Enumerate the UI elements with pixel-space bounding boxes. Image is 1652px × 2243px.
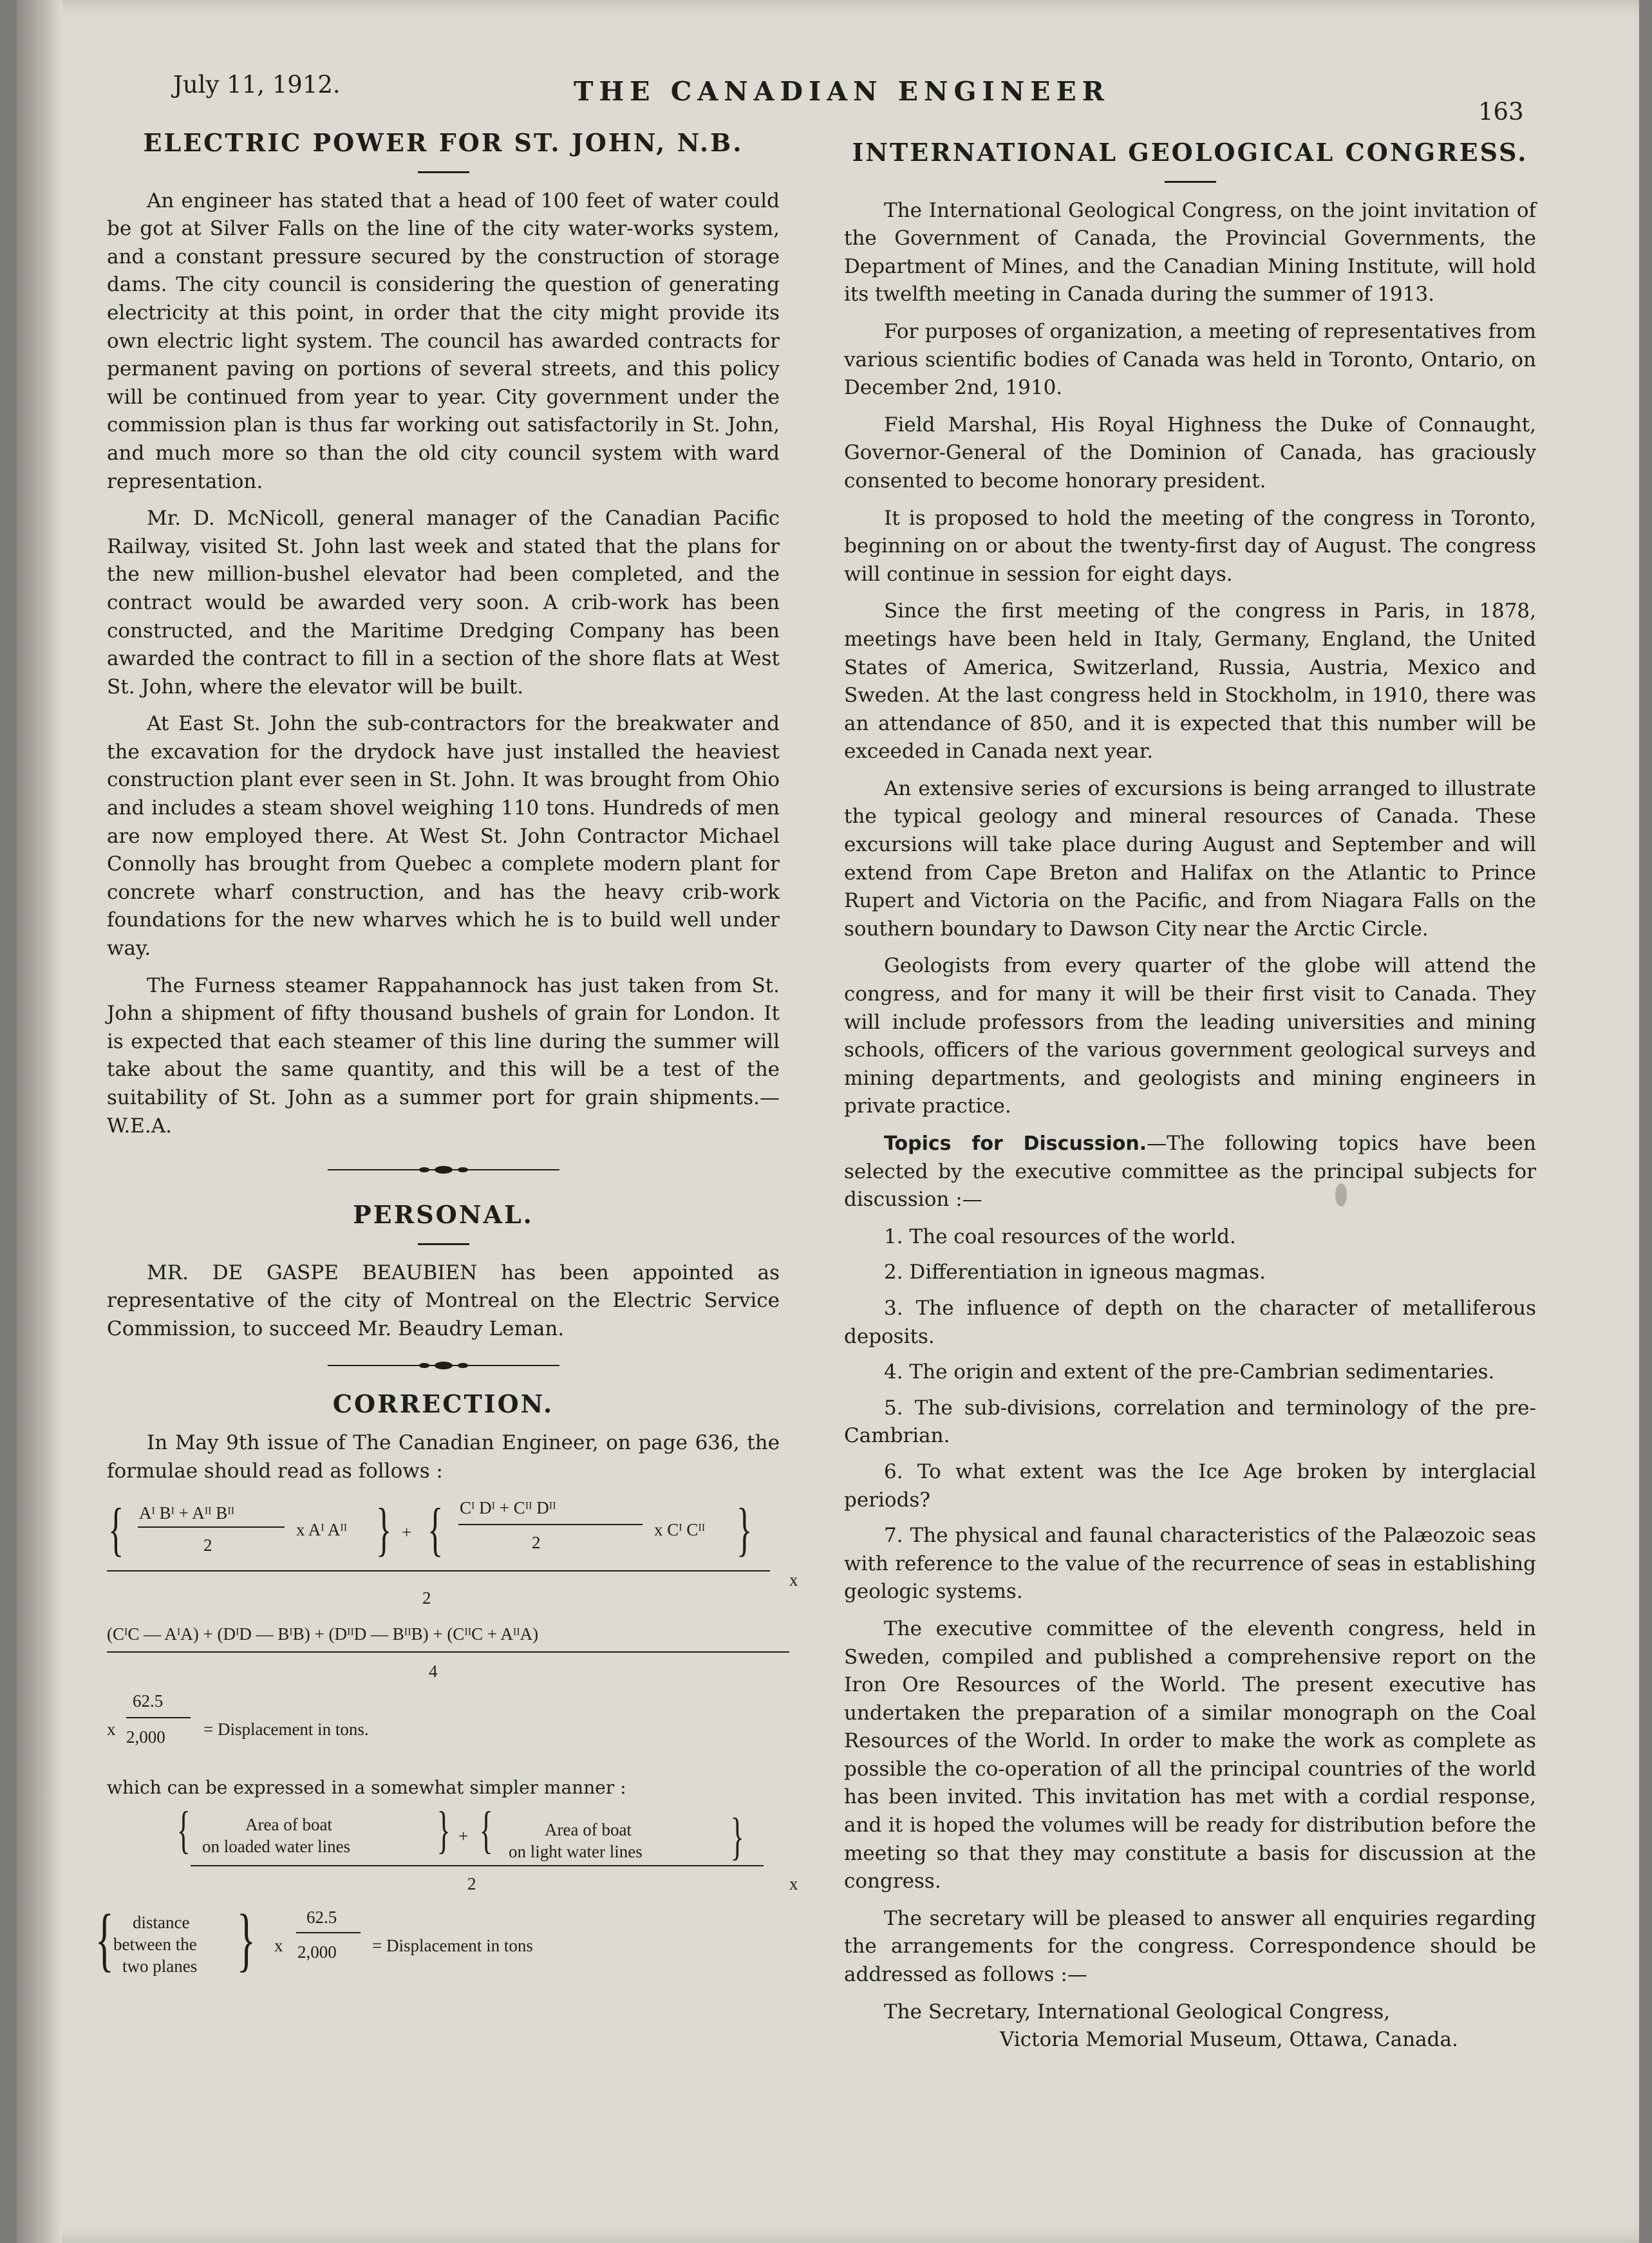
topic-item: 3. The influence of depth on the character of metalliferous deposits. xyxy=(844,1296,1536,1348)
topic-item: 4. The origin and extent of the pre-Cambrian sedimentaries. xyxy=(884,1360,1495,1384)
formula-term: on light water lines xyxy=(509,1841,643,1861)
plus-sign: + xyxy=(402,1523,412,1543)
plus-sign: + xyxy=(458,1826,469,1846)
address-line-1: The Secretary, International Geological Congress, xyxy=(884,2000,1391,2023)
paragraph: For purposes of organization, a meeting of representatives from various scientific bodies of Canada was held in Toronto, Ontario, on December 2nd, 1910. xyxy=(844,319,1536,400)
formula-numerator: 62.5 xyxy=(133,1691,164,1711)
right-brace: } xyxy=(236,1899,256,1978)
right-brace: } xyxy=(730,1808,744,1865)
title-rule xyxy=(418,171,469,173)
paragraph: In May 9th issue of The Canadian Engineer, on page 636, the formulae should read as follows : xyxy=(107,1431,780,1483)
left-column xyxy=(95,128,798,1987)
formula-term: x Aᴵ Aᴵᴵ xyxy=(296,1520,348,1540)
topics-intro: —The following topics have been selected by the executive committee as the principal subjects for discussion :— xyxy=(844,1132,1536,1212)
paragraph: An engineer has stated that a head of 100 feet of water could be got at Silver Falls on the line of the city water-works system, and a constant pressure secured by the construction of storage dams. The city council is considering the question of generating electricity at this point, in order that the city might provide its own electric light system. The council has awarded contracts for permanent paving on portions of several streets, and this policy will be continued from year to year. City government under the commission plan is thus far working out satisfactorily in St. John, and much more so than the old city council system with ward representation. xyxy=(107,189,780,493)
title-rule xyxy=(1165,181,1216,183)
fraction-line xyxy=(126,1717,191,1718)
paragraph: MR. DE GASPE BEAUBIEN has been appointed as representative of the city of Montreal on the Electric Service Commission, to succeed Mr. Beaudry Leman. xyxy=(107,1261,780,1340)
paragraph: The executive committee of the eleventh congress, held in Sweden, compiled and published a comprehensive report on the Iron Ore Resources of the World. The present executive has undertaken the preparation of a similar monograph on the Coal Resources of the World. In order to make the work as complete as possible the co-operation of all the principal countries of the world has been invited. This invitation has met with a cordial response, and it is hoped the volumes will be ready for distribution before the meeting so that they may constitute a basis for discussion at the congress. xyxy=(844,1617,1536,1893)
formula-denominator: 2 xyxy=(203,1535,212,1555)
topic-item: 1. The coal resources of the world. xyxy=(884,1225,1236,1248)
multiply-sign: x xyxy=(274,1935,283,1955)
topics-heading: Topics for Discussion. xyxy=(884,1132,1147,1155)
page-header xyxy=(155,71,1524,126)
paragraph: At East St. John the sub-contractors for the breakwater and the excavation for the drydock have just installed the heaviest construction plant ever seen in St. John. It was brought from Ohio and includes a steam shovel weighing 110 tons. Hundreds of men are now employed there. At West St. John Contractor Michael Connolly has brought from Quebec a complete modern plant for concrete wharf construction, and has the heavy crib-work foundations for the new wharves which he is to build well under way. xyxy=(107,712,780,961)
paragraph: Geologists from every quarter of the globe will attend the congress, and for many it will be their first visit to Canada. They will include professors from the leading universities and mining schools, officers of the various government geological surveys and mining departments, and geologists and mining engineers in private practice. xyxy=(844,954,1536,1118)
article-title-electric-power: ELECTRIC POWER FOR ST. JOHN, N.B. xyxy=(143,128,744,157)
formula-denominator: 2 xyxy=(422,1588,431,1608)
displacement-result: = Displacement in tons xyxy=(372,1935,533,1955)
paragraph: The Furness steamer Rappahannock has just taken from St. John a shipment of fifty thousand bushels of grain for London. It is expected that each steamer of this line during the summer will take about the same quantity, and this will be a test of the suitability of St. John as a summer port for grain shipments.—W.E.A. xyxy=(107,973,780,1138)
topic-item: 2. Differentiation in igneous magmas. xyxy=(884,1261,1266,1284)
paragraph: It is proposed to hold the meeting of the congress in Toronto, beginning on or about the twenty-first day of August. The congress will continue in session for eight days. xyxy=(844,506,1536,586)
binding-gutter xyxy=(17,0,62,2243)
formula-term: Cᴵ Dᴵ + Cᴵᴵ Dᴵᴵ xyxy=(460,1498,556,1518)
formula-numerator: (CᴵC — AᴵA) + (DᴵD — BᴵB) + (DᴵᴵD — BᴵᴵB) + (CᴵᴵC + AᴵᴵA) xyxy=(107,1624,539,1644)
title-rule xyxy=(418,1243,469,1245)
section-ornament xyxy=(328,1360,559,1371)
left-brace: { xyxy=(95,1899,114,1978)
fraction-line xyxy=(107,1651,789,1653)
address-line-2: Victoria Memorial Museum, Ottawa, Canada. xyxy=(1000,2028,1458,2052)
fraction-line xyxy=(191,1865,764,1866)
paragraph: The International Geological Congress, on the joint invitation of the Government of Canada, the Provincial Governments, the Department of Mines, and the Canadian Mining Institute, will hold its twelfth meeting in Canada during the summer of 1913. xyxy=(844,198,1536,306)
fraction-line xyxy=(107,1570,770,1572)
formula-denominator: 2 xyxy=(467,1873,476,1893)
formula-simple-2 xyxy=(95,1899,780,1987)
formula-1 xyxy=(107,1494,798,1590)
article-title-personal: PERSONAL. xyxy=(353,1200,534,1230)
right-brace: } xyxy=(736,1496,753,1563)
formula-term: on loaded water lines xyxy=(202,1836,351,1856)
paragraph: Field Marshal, His Royal Highness the Duke of Connaught, Governor-General of the Dominion of Canada, has graciously consented to become honorary president. xyxy=(844,413,1536,493)
journal-page xyxy=(17,0,1639,2243)
left-brace: { xyxy=(176,1801,191,1859)
formula-simple-1 xyxy=(107,1801,798,1901)
formula-term: x Cᴵ Cᴵᴵ xyxy=(654,1520,706,1540)
paragraph: An extensive series of excursions is being arranged to illustrate the typical geology and mineral resources of Canada. These excursions will take place during August and September and will extend from Cape Breton and Halifax on the Atlantic to Prince Rupert and Victoria on the Pacific, and from Niagara Falls on the southern boundary to Dawson City near the Arctic Circle. xyxy=(844,776,1536,941)
fraction-line xyxy=(296,1932,361,1933)
multiply-sign: x xyxy=(789,1570,798,1590)
left-brace: { xyxy=(108,1496,124,1563)
right-brace: } xyxy=(436,1801,451,1859)
formula-term: Area of boat xyxy=(245,1814,332,1834)
formula-term: distance xyxy=(133,1912,190,1932)
formula-1-denominator xyxy=(107,1584,780,1610)
topic-item: 6. To what extent was the Ice Age broken by interglacial periods? xyxy=(844,1459,1536,1512)
right-brace: } xyxy=(375,1496,392,1563)
formula-denominator: 4 xyxy=(429,1662,438,1682)
topics-paragraph xyxy=(844,1130,1536,1214)
formula-denominator: 2,000 xyxy=(297,1942,337,1962)
fraction-line xyxy=(458,1524,643,1525)
displacement-result: = Displacement in tons. xyxy=(203,1720,369,1740)
section-ornament xyxy=(328,1165,559,1175)
multiply-sign: x xyxy=(107,1720,116,1740)
paragraph: Since the first meeting of the congress in Paris, in 1878, meetings have been held in Italy, Germany, England, the United States of America, Switzerland, Russia, Austria, Mexico and Sweden. At the last congress held in Stockholm, in 1910, there was an attendance of 850, and it is expected that this number will be exceeded in Canada next year. xyxy=(844,599,1536,764)
journal-title: THE CANADIAN ENGINEER xyxy=(574,76,1110,107)
formula-denominator: 2,000 xyxy=(126,1727,165,1747)
formula-term: Aᴵ Bᴵ + Aᴵᴵ Bᴵᴵ xyxy=(139,1503,235,1523)
formula-term: Area of boat xyxy=(545,1819,632,1839)
formula-3 xyxy=(107,1687,780,1758)
ink-blot xyxy=(1335,1183,1347,1206)
formula-2 xyxy=(107,1620,780,1687)
paragraph: Mr. D. McNicoll, general manager of the Canadian Pacific Railway, visited St. John last week and stated that the plans for the new million-bushel elevator had been completed, and the contract would be awarded very soon. A crib-work has been constructed, and the Maritime Dredging Company has been awarded the contract to fill in a section of the shore flats at West St. John, where the elevator will be built. xyxy=(107,507,780,699)
formula-term: between the xyxy=(113,1934,197,1954)
paragraph: which can be expressed in a somewhat simpler manner : xyxy=(107,1777,626,1799)
topic-item: 5. The sub-divisions, correlation and terminology of the pre-Cambrian. xyxy=(844,1396,1536,1448)
topic-item: 7. The physical and faunal characteristics of the Palæozoic seas with reference to the value of the recurrence of seas in establishing geologic systems. xyxy=(844,1524,1536,1604)
formula-numerator: 62.5 xyxy=(306,1907,337,1927)
left-brace: { xyxy=(427,1496,444,1563)
right-column xyxy=(844,138,1536,2054)
paragraph: The secretary will be pleased to answer all enquiries regarding the arrangements for the congress. Correspondence should be addressed as follows :— xyxy=(844,1906,1536,1987)
issue-date: July 11, 1912. xyxy=(173,71,341,99)
fraction-line xyxy=(138,1526,285,1528)
left-brace: { xyxy=(479,1801,493,1859)
formula-term: two planes xyxy=(122,1956,198,1976)
formula-denominator: 2 xyxy=(532,1533,541,1553)
article-title-geological-congress: INTERNATIONAL GEOLOGICAL CONGRESS. xyxy=(852,138,1528,167)
page-number: 163 xyxy=(1478,98,1524,126)
multiply-sign: x xyxy=(789,1873,798,1893)
article-title-correction: CORRECTION. xyxy=(332,1389,554,1418)
